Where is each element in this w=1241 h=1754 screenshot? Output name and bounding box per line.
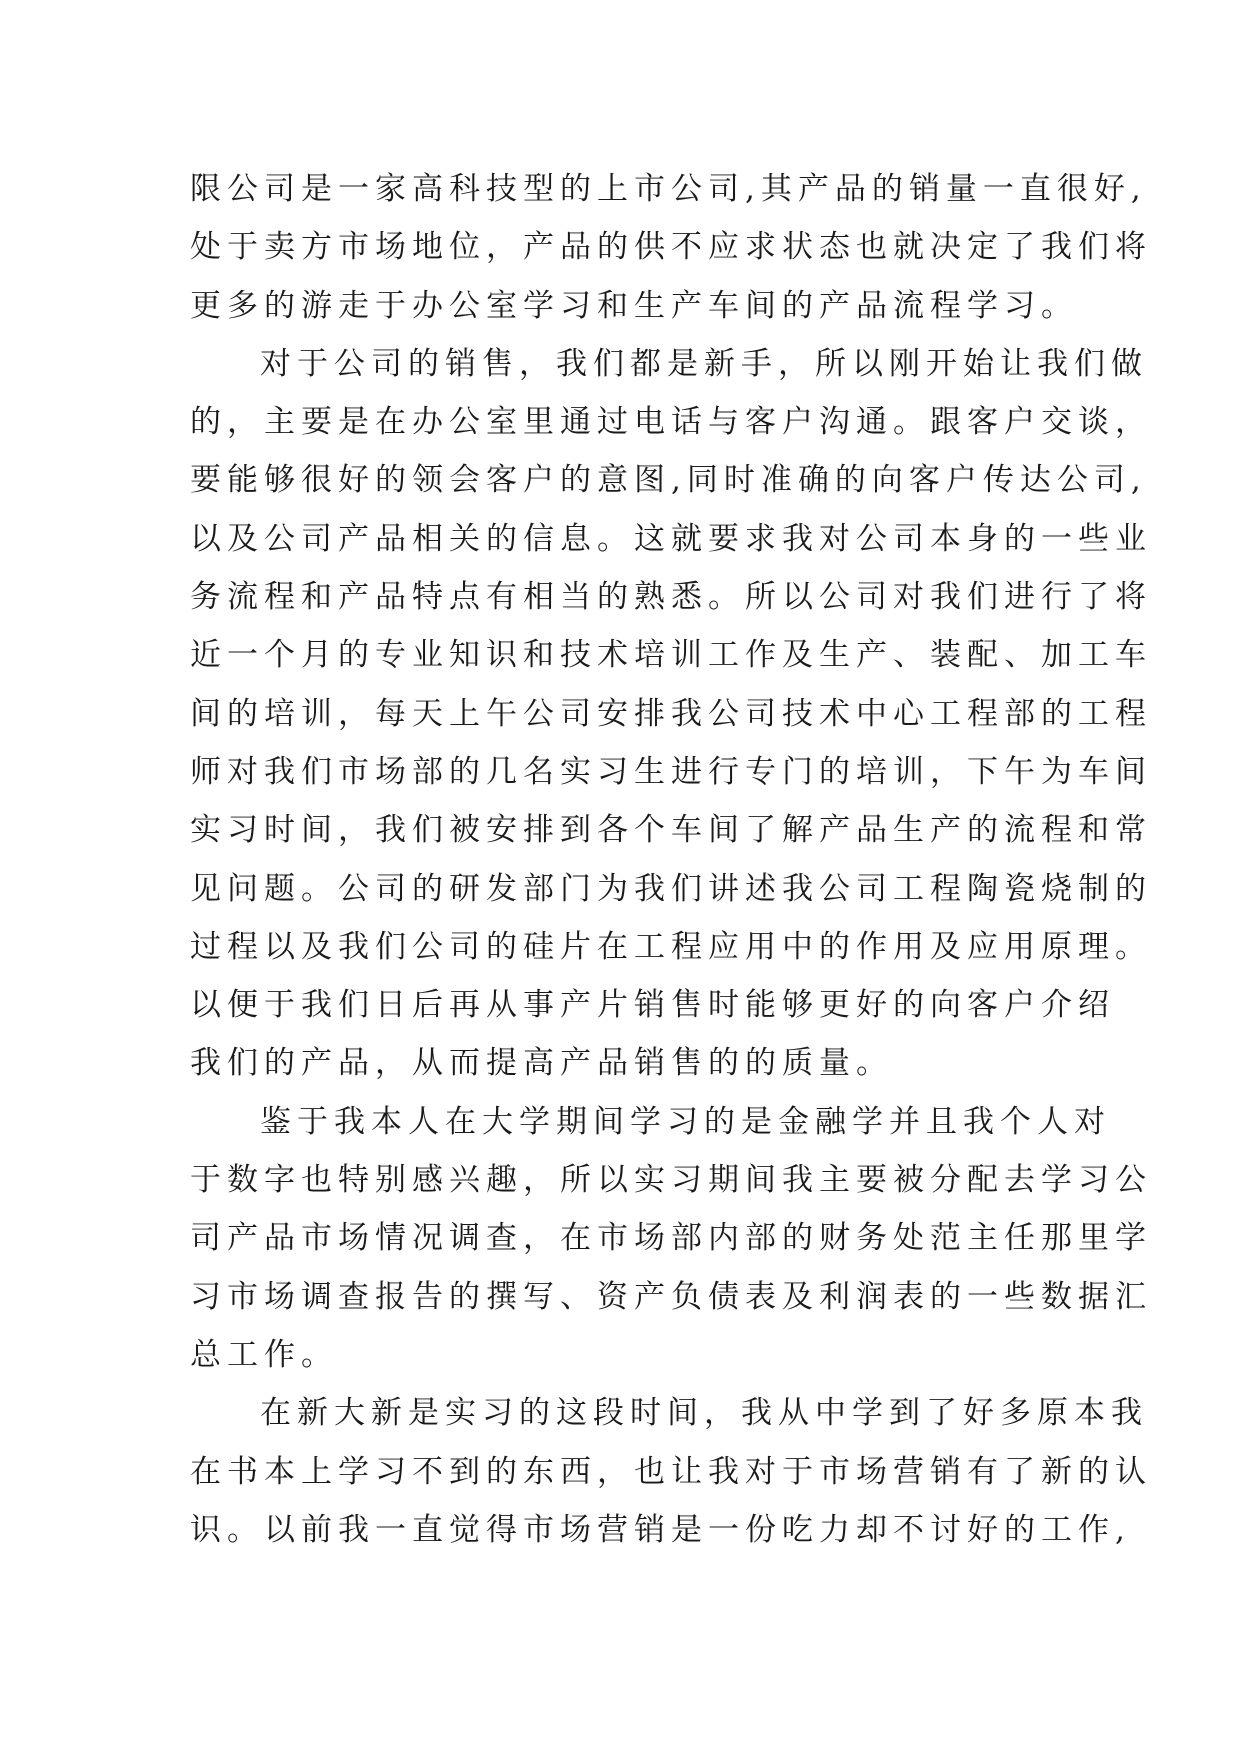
text-line: 以便于我们日后再从事产片销售时能够更好的向客户介绍 — [190, 987, 1115, 1024]
text-line: 处于卖方市场地位，产品的供不应求状态也就决定了我们将 — [190, 229, 1152, 266]
text-line: 我们的产品，从而提高产品销售的的质量。 — [190, 1045, 893, 1082]
text-line: 务流程和产品特点有相当的熟悉。所以公司对我们进行了将 — [190, 579, 1152, 616]
text-line: 师对我们市场部的几名实习生进行专门的培训，下午为车间 — [190, 753, 1152, 790]
text-line: 以及公司产品相关的信息。这就要求我对公司本身的一些业 — [190, 520, 1152, 557]
text-line: 实习时间，我们被安排到各个车间了解产品生产的流程和常 — [190, 812, 1152, 849]
text-line: 总工作。 — [190, 1336, 338, 1373]
text-line: 要能够很好的领会客户的意图,同时准确的向客户传达公司, — [190, 462, 1147, 499]
text-line: 的，主要是在办公室里通过电话与客户沟通。跟客户交谈， — [190, 404, 1152, 441]
text-line: 过程以及我们公司的硅片在工程应用中的作用及应用原理。 — [190, 928, 1152, 965]
text-line: 于数字也特别感兴趣，所以实习期间我主要被分配去学习公 — [190, 1162, 1152, 1199]
text-line: 见问题。公司的研发部门为我们讲述我公司工程陶瓷烧制的 — [190, 870, 1152, 907]
paragraph-first-line: 鉴于我本人在大学期间学习的是金融学并且我个人对 — [260, 1103, 1111, 1140]
text-line: 在书本上学习不到的东西，也让我对于市场营销有了新的认 — [190, 1453, 1152, 1490]
text-line: 间的培训，每天上午公司安排我公司技术中心工程部的工程 — [190, 695, 1152, 732]
text-line: 更多的游走于办公室学习和生产车间的产品流程学习。 — [190, 287, 1078, 324]
text-line: 近一个月的专业知识和技术培训工作及生产、装配、加工车 — [190, 637, 1152, 674]
body-text — [190, 160, 1152, 1559]
text-line: 限公司是一家高科技型的上市公司,其产品的销量一直很好, — [190, 171, 1147, 207]
text-line: 习市场调查报告的撰写、资产负债表及利润表的一些数据汇 — [190, 1278, 1152, 1315]
text-line: 司产品市场情况调查，在市场部内部的财务处范主任那里学 — [190, 1220, 1152, 1257]
text-line: 识。以前我一直觉得市场营销是一份吃力却不讨好的工作, — [190, 1511, 1131, 1548]
paragraph-first-line: 对于公司的销售，我们都是新手，所以刚开始让我们做 — [260, 345, 1148, 382]
paragraph-first-line: 在新大新是实习的这段时间，我从中学到了好多原本我 — [260, 1395, 1148, 1432]
